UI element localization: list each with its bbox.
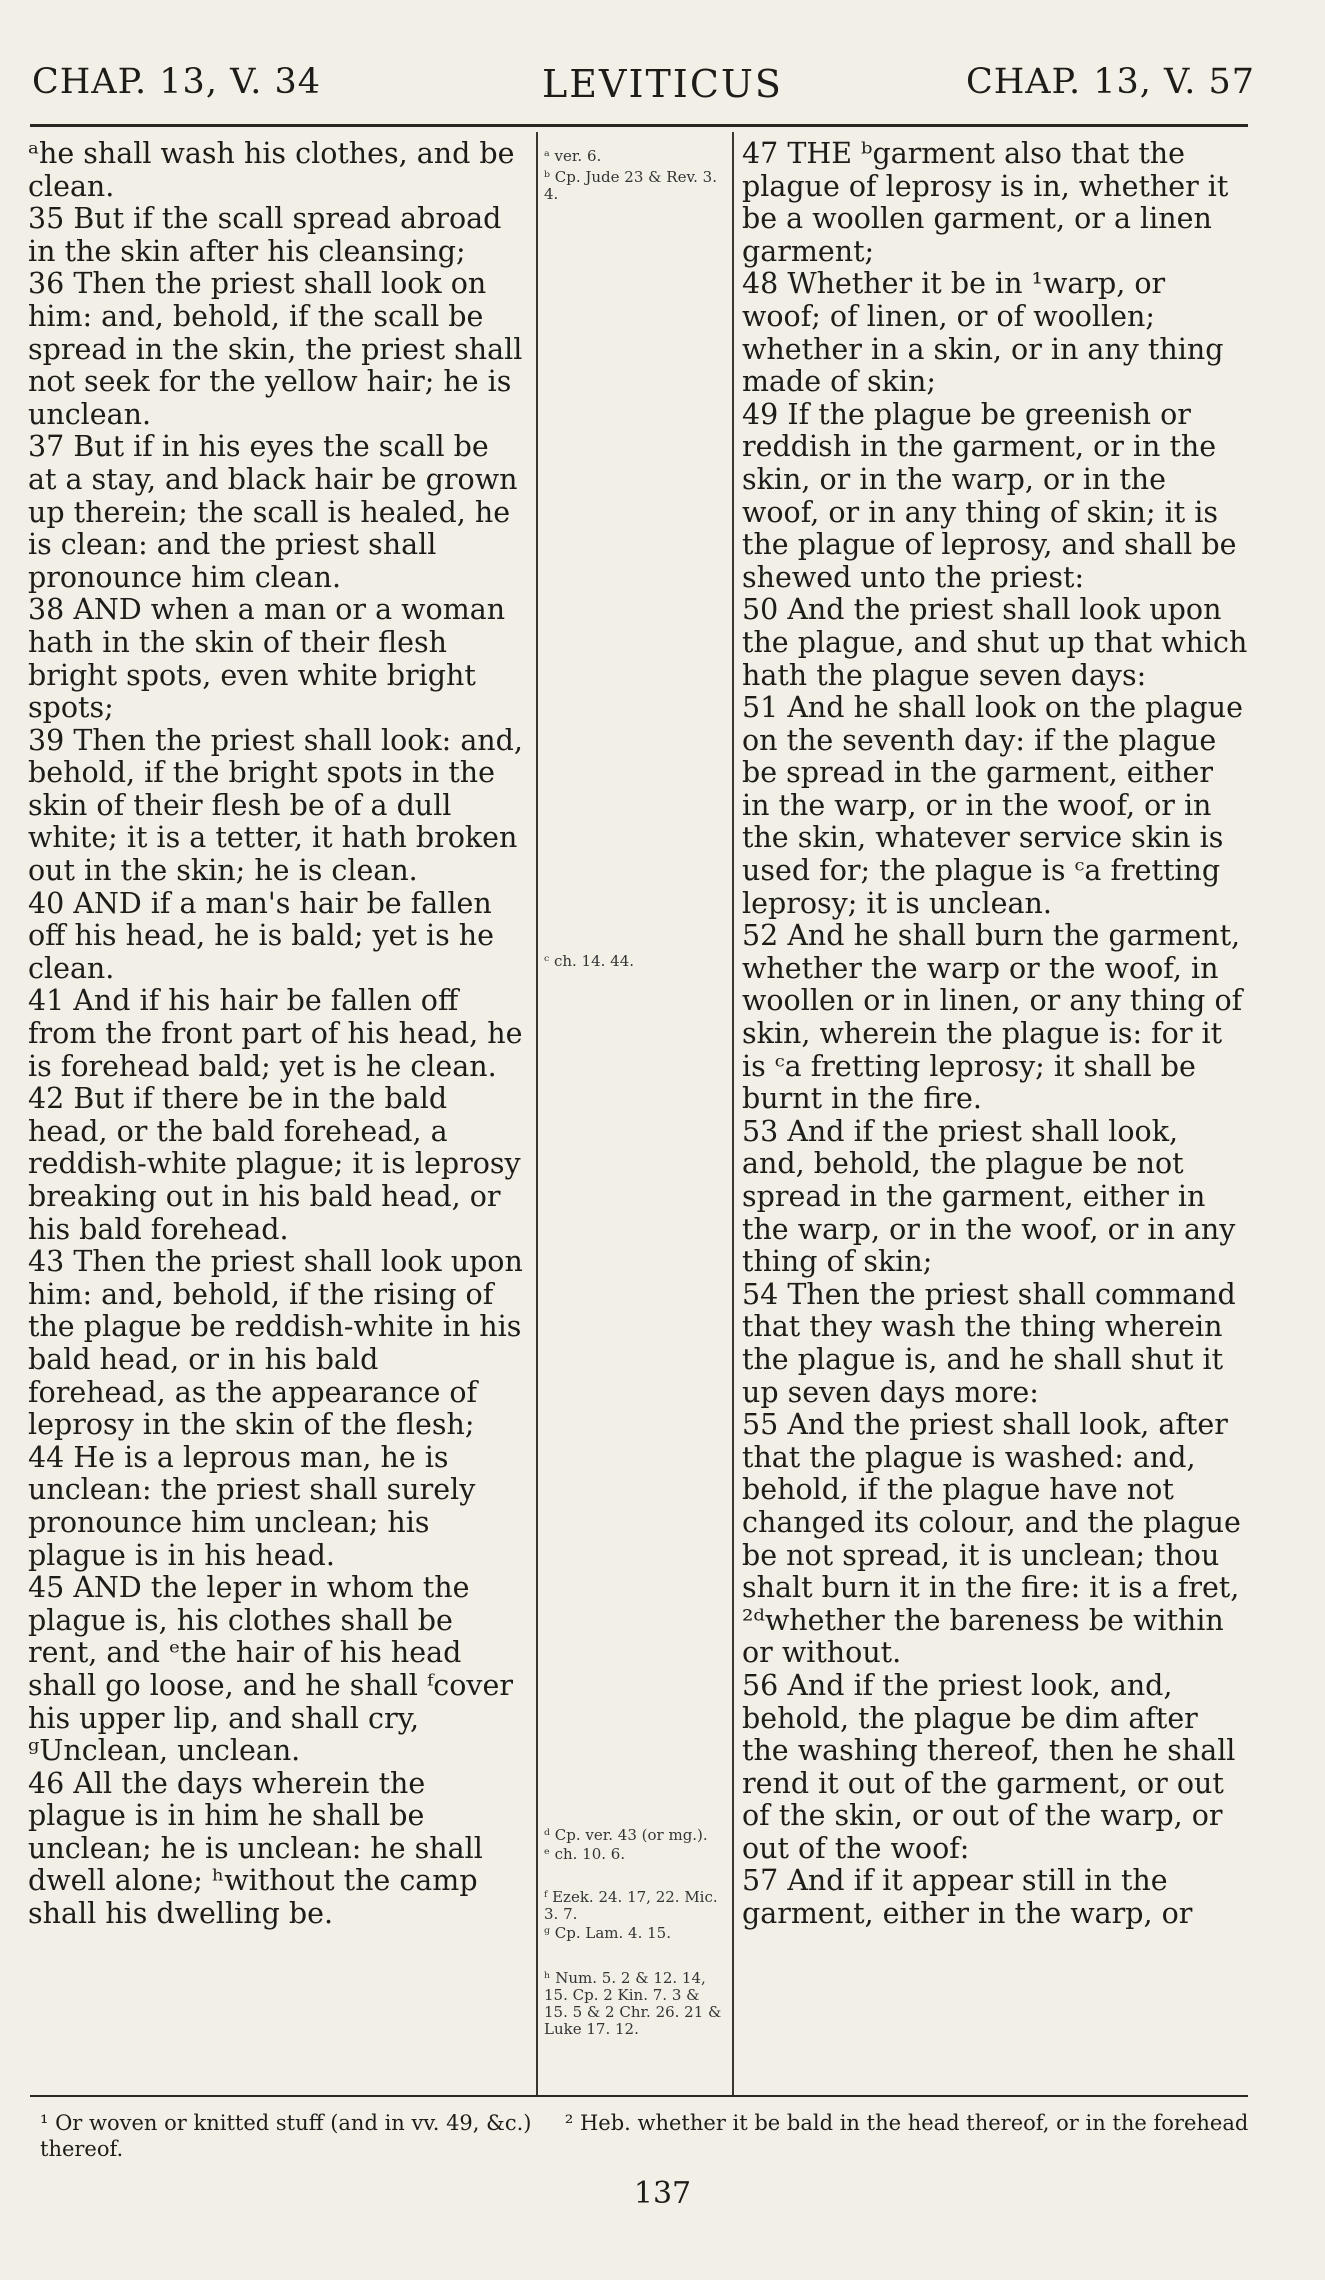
footnote-2: ² Heb. whether it be bald in the head thereof, or in the forehead thereof. — [40, 2111, 1249, 2161]
verse-40: 40 AND if a man's hair be fallen off his head, he is bald; yet is he clean. — [28, 886, 495, 985]
verse-44: 44 He is a leprous man, he is unclean: the priest shall surely pronounce him unclean; his plague is in his head. — [28, 1440, 476, 1572]
verse-37: 37 But if in his eyes the scall be at a stay, and black hair be grown up therein; the scall is healed, he is clean: and the priest shall pronounce him clean. — [28, 430, 518, 594]
verse-53: 53 And if the priest shall look, and, behold, the plague be not spread in the garment, either in the warp, or in the woof, or in any thing of skin; — [742, 1114, 1236, 1279]
header-right: CHAP. 13, V. 57 — [965, 62, 1255, 102]
verse-56: 56 And if the priest look, and, behold, the plague be dim after the washing thereof, then he shall rend it out of the garment, or out of the skin, or out of the warp, or out of the woof: — [742, 1668, 1236, 1865]
margin-note: ʰ Num. 5. 2 & 12. 14, 15. Cp. 2 Kin. 7. 3 & 15. 5 & 2 Chr. 26. 21 & Luke 17. 12. — [544, 1969, 722, 2038]
verse-43: 43 Then the priest shall look upon him: and, behold, if the rising of the plague be reddish-white in his bald head, or in his bald forehead, as the appearance of leprosy in the skin of the flesh; — [28, 1245, 523, 1442]
verse-42: 42 But if there be in the bald head, or the bald forehead, a reddish-white plague; it is leprosy breaking out in his bald head, or his bald forehead. — [28, 1082, 521, 1246]
header-left: CHAP. 13, V. 34 — [32, 62, 322, 102]
verse-46: 46 All the days wherein the plague is in him he shall be unclean; he is unclean: he shall dwell alone; ʰwithout the camp shall his dwelling be. — [28, 1766, 483, 1931]
verse-47: 47 THE ᵇgarment also that the plague of leprosy is in, whether it be a woollen garment, or a linen garment; — [742, 137, 1229, 268]
verse-52: 52 And he shall burn the garment, whether the warp or the woof, in woollen or in linen, or any thing of skin, wherein the plague is: for it is ᶜa fretting leprosy; it shall be burnt in the fire. — [742, 919, 1243, 1116]
verse-34-end: ᵃhe shall wash his clothes, and be clean. — [28, 137, 515, 203]
verse-55: 55 And the priest shall look, after that the plague is washed: and, behold, if the plague have not changed its colour, and the plague be not spread, it is unclean; thou shalt burn it in the fire: it is a fret, ²ᵈwhether the bareness be within or without. — [742, 1408, 1241, 1670]
header-title: LEVITICUS — [542, 62, 783, 106]
header-rule — [30, 124, 1248, 127]
verse-51: 51 And he shall look on the plague on the seventh day: if the plague be spread in the garment, either in the warp, or in the woof, or in the skin, whatever service skin is used for; the plague is ᶜa fretting leprosy; it is unclean. — [742, 691, 1243, 920]
margin-references — [544, 148, 722, 2038]
footnotes — [40, 2110, 1250, 2162]
margin-note: ᵃ ver. 6. — [544, 147, 602, 165]
column-divider-right — [732, 132, 734, 2097]
verse-54: 54 Then the priest shall command that they wash the thing wherein the plague is, and he shall shut it up seven days more: — [742, 1277, 1236, 1409]
margin-note: ᶜ ch. 14. 44. — [544, 952, 635, 970]
margin-note: ᶠ Ezek. 24. 17, 22. Mic. 3. 7. — [544, 1888, 718, 1923]
verse-38: 38 AND when a man or a woman hath in the skin of their flesh bright spots, even white bright spots; — [28, 593, 506, 725]
left-column — [28, 138, 524, 1931]
page-number: 137 — [633, 2176, 692, 2211]
verse-41: 41 And if his hair be fallen off from the front part of his head, he is forehead bald; yet is he clean. — [28, 984, 523, 1083]
verse-48: 48 Whether it be in ¹warp, or woof; of linen, or of woollen; whether in a skin, or in any thing made of skin; — [742, 267, 1224, 399]
column-divider-left — [536, 132, 538, 2097]
verse-57: 57 And if it appear still in the garment, either in the warp, or — [742, 1864, 1193, 1931]
verse-36: 36 Then the priest shall look on him: and, behold, if the scall be spread in the skin, the priest shall not seek for the yellow hair; he is unclean. — [28, 267, 523, 431]
margin-note: ᵈ Cp. ver. 43 (or mg.). — [544, 1826, 708, 1844]
footnote-rule — [30, 2095, 1248, 2097]
right-column — [742, 138, 1248, 1931]
margin-note: ᵍ Cp. Lam. 4. 15. — [544, 1924, 671, 1942]
verse-50: 50 And the priest shall look upon the plague, and shut up that which hath the plague seven days: — [742, 593, 1248, 692]
verse-35: 35 But if the scall spread abroad in the skin after his cleansing; — [28, 202, 502, 268]
margin-note: ᵇ Cp. Jude 23 & Rev. 3. 4. — [544, 168, 717, 203]
verse-45: 45 AND the leper in whom the plague is, his clothes shall be rent, and ᵉthe hair of his head shall go loose, and he shall ᶠcover his upper lip, and shall cry, ᵍUnclean, unclean. — [28, 1571, 513, 1768]
footnote-1: ¹ Or woven or knitted stuff (and in vv. 49, &c.) — [40, 2111, 532, 2135]
verse-39: 39 Then the priest shall look: and, behold, if the bright spots in the skin of their flesh be of a dull white; it is a tetter, it hath broken out in the skin; he is clean. — [28, 723, 523, 888]
margin-note: ᵉ ch. 10. 6. — [544, 1845, 626, 1863]
verse-49: 49 If the plague be greenish or reddish in the garment, or in the skin, or in the warp, or in the woof, or in any thing of skin; it is the plague of leprosy, and shall be shewed unto the priest: — [742, 397, 1237, 594]
